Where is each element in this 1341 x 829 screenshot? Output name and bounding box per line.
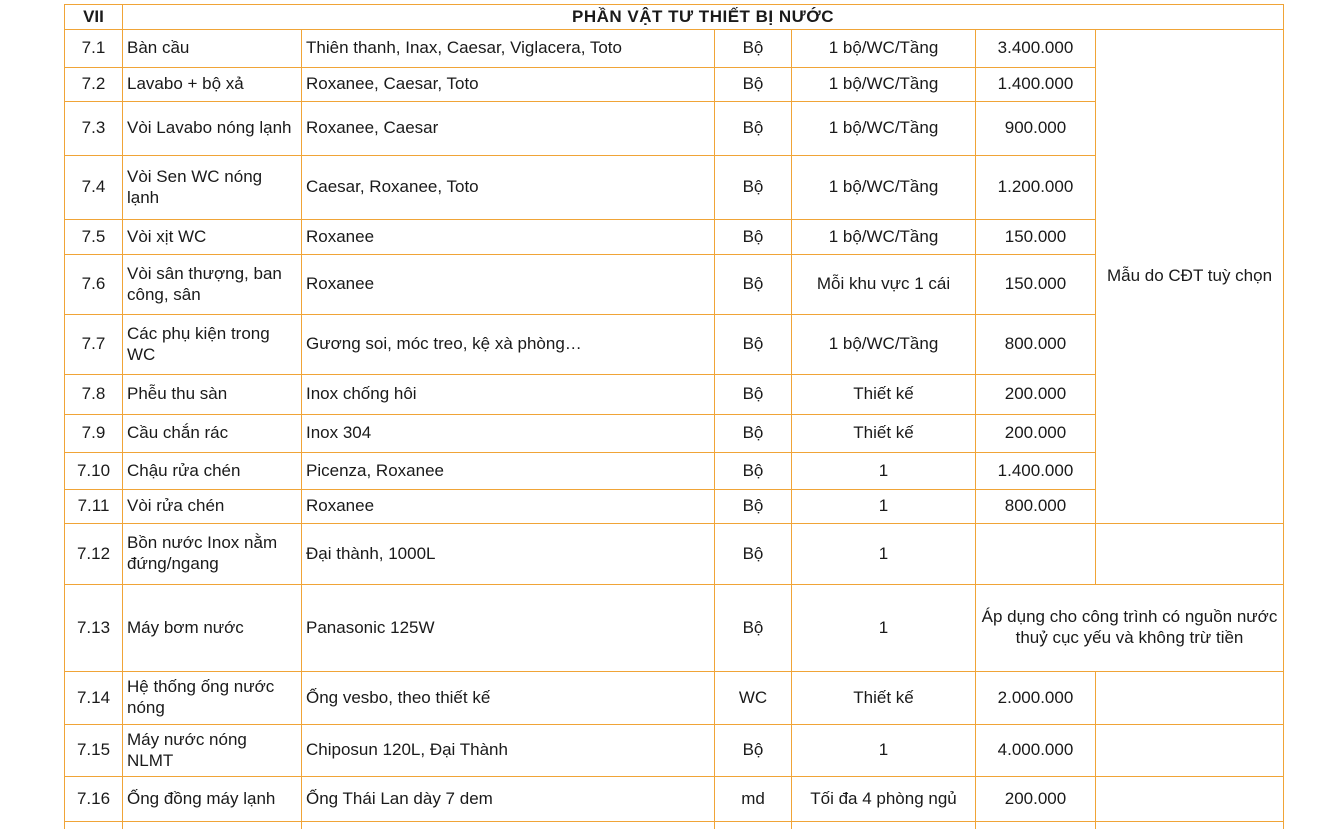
row-desc: Thiên thanh, Inax, Caesar, Viglacera, Toto: [302, 30, 715, 68]
row-name: Lavabo + bộ xả: [123, 68, 302, 102]
row-desc: Caesar, Roxanee, Toto: [302, 156, 715, 220]
row-unit: Bộ: [715, 490, 792, 524]
row-name: Hệ thống ống nước nóng: [123, 672, 302, 725]
row-price: [976, 524, 1096, 585]
row-qty: Tối đa 4 phòng ngủ: [792, 777, 976, 822]
row-desc: Roxanee: [302, 220, 715, 255]
row-qty: 1 bộ/WC/Tầng: [792, 156, 976, 220]
row-price: 200.000: [976, 375, 1096, 415]
row-desc: Picenza, Roxanee: [302, 453, 715, 490]
table-row-partial: [65, 822, 1284, 829]
row-qty: Thiết kế: [792, 672, 976, 725]
row-name: Vòi Sen WC nóng lạnh: [123, 156, 302, 220]
materials-table: [64, 4, 1284, 829]
row-desc: Roxanee: [302, 255, 715, 315]
row-price: 800.000: [976, 315, 1096, 375]
row-qty: 1: [792, 524, 976, 585]
row-name: Vòi sân thượng, ban công, sân: [123, 255, 302, 315]
row-qty: 1 bộ/WC/Tầng: [792, 30, 976, 68]
empty-note-cell: [1096, 524, 1284, 585]
row-unit: Bộ: [715, 102, 792, 156]
row-name: Cầu chắn rác: [123, 415, 302, 453]
table-row: [65, 30, 1284, 68]
row-price: 200.000: [976, 777, 1096, 822]
row-name: Máy bơm nước: [123, 585, 302, 672]
row-stt: 7.6: [65, 255, 123, 315]
table-row: [65, 672, 1284, 725]
row-stt: 7.9: [65, 415, 123, 453]
pump-note-cell: Áp dụng cho công trình có nguồn nước thuỷ cục yếu và không trừ tiền: [976, 585, 1284, 672]
row-name: Phễu thu sàn: [123, 375, 302, 415]
row-qty: Thiết kế: [792, 375, 976, 415]
table-row: [65, 725, 1284, 777]
row-stt: 7.3: [65, 102, 123, 156]
row-unit: Bộ: [715, 315, 792, 375]
row-stt: [65, 822, 123, 829]
row-desc: [302, 822, 715, 829]
empty-note-cell: [1096, 822, 1284, 829]
row-stt: 7.11: [65, 490, 123, 524]
row-desc: Inox 304: [302, 415, 715, 453]
row-qty: 1 bộ/WC/Tầng: [792, 315, 976, 375]
row-qty: Thiết kế: [792, 415, 976, 453]
section-code: VII: [65, 5, 123, 30]
row-qty: [792, 822, 976, 829]
row-stt: 7.4: [65, 156, 123, 220]
row-stt: 7.5: [65, 220, 123, 255]
row-desc: Roxanee, Caesar: [302, 102, 715, 156]
row-stt: 7.14: [65, 672, 123, 725]
empty-note-cell: [1096, 725, 1284, 777]
section-header-row: [65, 5, 1284, 30]
row-unit: Bộ: [715, 453, 792, 490]
row-desc: Gương soi, móc treo, kệ xà phòng…: [302, 315, 715, 375]
row-qty: 1 bộ/WC/Tầng: [792, 220, 976, 255]
row-price: 1.200.000: [976, 156, 1096, 220]
row-price: [976, 822, 1096, 829]
row-qty: 1: [792, 453, 976, 490]
row-desc: Roxanee, Caesar, Toto: [302, 68, 715, 102]
section-title: PHẦN VẬT TƯ THIẾT BỊ NƯỚC: [123, 5, 1284, 30]
row-price: 4.000.000: [976, 725, 1096, 777]
row-name: [123, 822, 302, 829]
row-name: Ống đồng máy lạnh: [123, 777, 302, 822]
row-desc: Roxanee: [302, 490, 715, 524]
row-price: 3.400.000: [976, 30, 1096, 68]
row-name: Vòi rửa chén: [123, 490, 302, 524]
row-qty: Mỗi khu vực 1 cái: [792, 255, 976, 315]
row-price: 150.000: [976, 220, 1096, 255]
row-desc: Inox chống hôi: [302, 375, 715, 415]
row-price: 1.400.000: [976, 68, 1096, 102]
row-name: Vòi xịt WC: [123, 220, 302, 255]
row-stt: 7.13: [65, 585, 123, 672]
row-desc: Ống vesbo, theo thiết kế: [302, 672, 715, 725]
empty-note-cell: [1096, 777, 1284, 822]
row-desc: Ống Thái Lan dày 7 dem: [302, 777, 715, 822]
row-qty: 1 bộ/WC/Tầng: [792, 102, 976, 156]
row-unit: Bộ: [715, 375, 792, 415]
row-qty: 1: [792, 490, 976, 524]
row-stt: 7.10: [65, 453, 123, 490]
row-desc: Đại thành, 1000L: [302, 524, 715, 585]
row-stt: 7.15: [65, 725, 123, 777]
row-name: Vòi Lavabo nóng lạnh: [123, 102, 302, 156]
row-unit: Bộ: [715, 585, 792, 672]
row-qty: 1 bộ/WC/Tầng: [792, 68, 976, 102]
row-price: 150.000: [976, 255, 1096, 315]
row-unit: Bộ: [715, 220, 792, 255]
table-row: [65, 524, 1284, 585]
row-unit: Bộ: [715, 524, 792, 585]
row-name: Chậu rửa chén: [123, 453, 302, 490]
empty-note-cell: [1096, 672, 1284, 725]
row-name: Bàn cầu: [123, 30, 302, 68]
row-desc: Panasonic 125W: [302, 585, 715, 672]
row-stt: 7.7: [65, 315, 123, 375]
row-stt: 7.1: [65, 30, 123, 68]
row-price: 800.000: [976, 490, 1096, 524]
row-unit: Bộ: [715, 725, 792, 777]
row-price: 200.000: [976, 415, 1096, 453]
row-unit: Bộ: [715, 68, 792, 102]
row-stt: 7.8: [65, 375, 123, 415]
row-price: 900.000: [976, 102, 1096, 156]
quotation-table-sheet: [64, 4, 1285, 829]
row-unit: Bộ: [715, 415, 792, 453]
row-name: Các phụ kiện trong WC: [123, 315, 302, 375]
row-qty: 1: [792, 725, 976, 777]
merged-note-cell: Mẫu do CĐT tuỳ chọn: [1096, 30, 1284, 524]
row-unit: md: [715, 777, 792, 822]
row-unit: [715, 822, 792, 829]
row-name: Bồn nước Inox nằm đứng/ngang: [123, 524, 302, 585]
row-price: 2.000.000: [976, 672, 1096, 725]
row-stt: 7.12: [65, 524, 123, 585]
row-desc: Chiposun 120L, Đại Thành: [302, 725, 715, 777]
row-unit: Bộ: [715, 255, 792, 315]
row-name: Máy nước nóng NLMT: [123, 725, 302, 777]
row-unit: Bộ: [715, 30, 792, 68]
row-unit: WC: [715, 672, 792, 725]
row-unit: Bộ: [715, 156, 792, 220]
row-qty: 1: [792, 585, 976, 672]
table-row: [65, 777, 1284, 822]
table-row: [65, 585, 1284, 672]
row-stt: 7.2: [65, 68, 123, 102]
row-stt: 7.16: [65, 777, 123, 822]
row-price: 1.400.000: [976, 453, 1096, 490]
